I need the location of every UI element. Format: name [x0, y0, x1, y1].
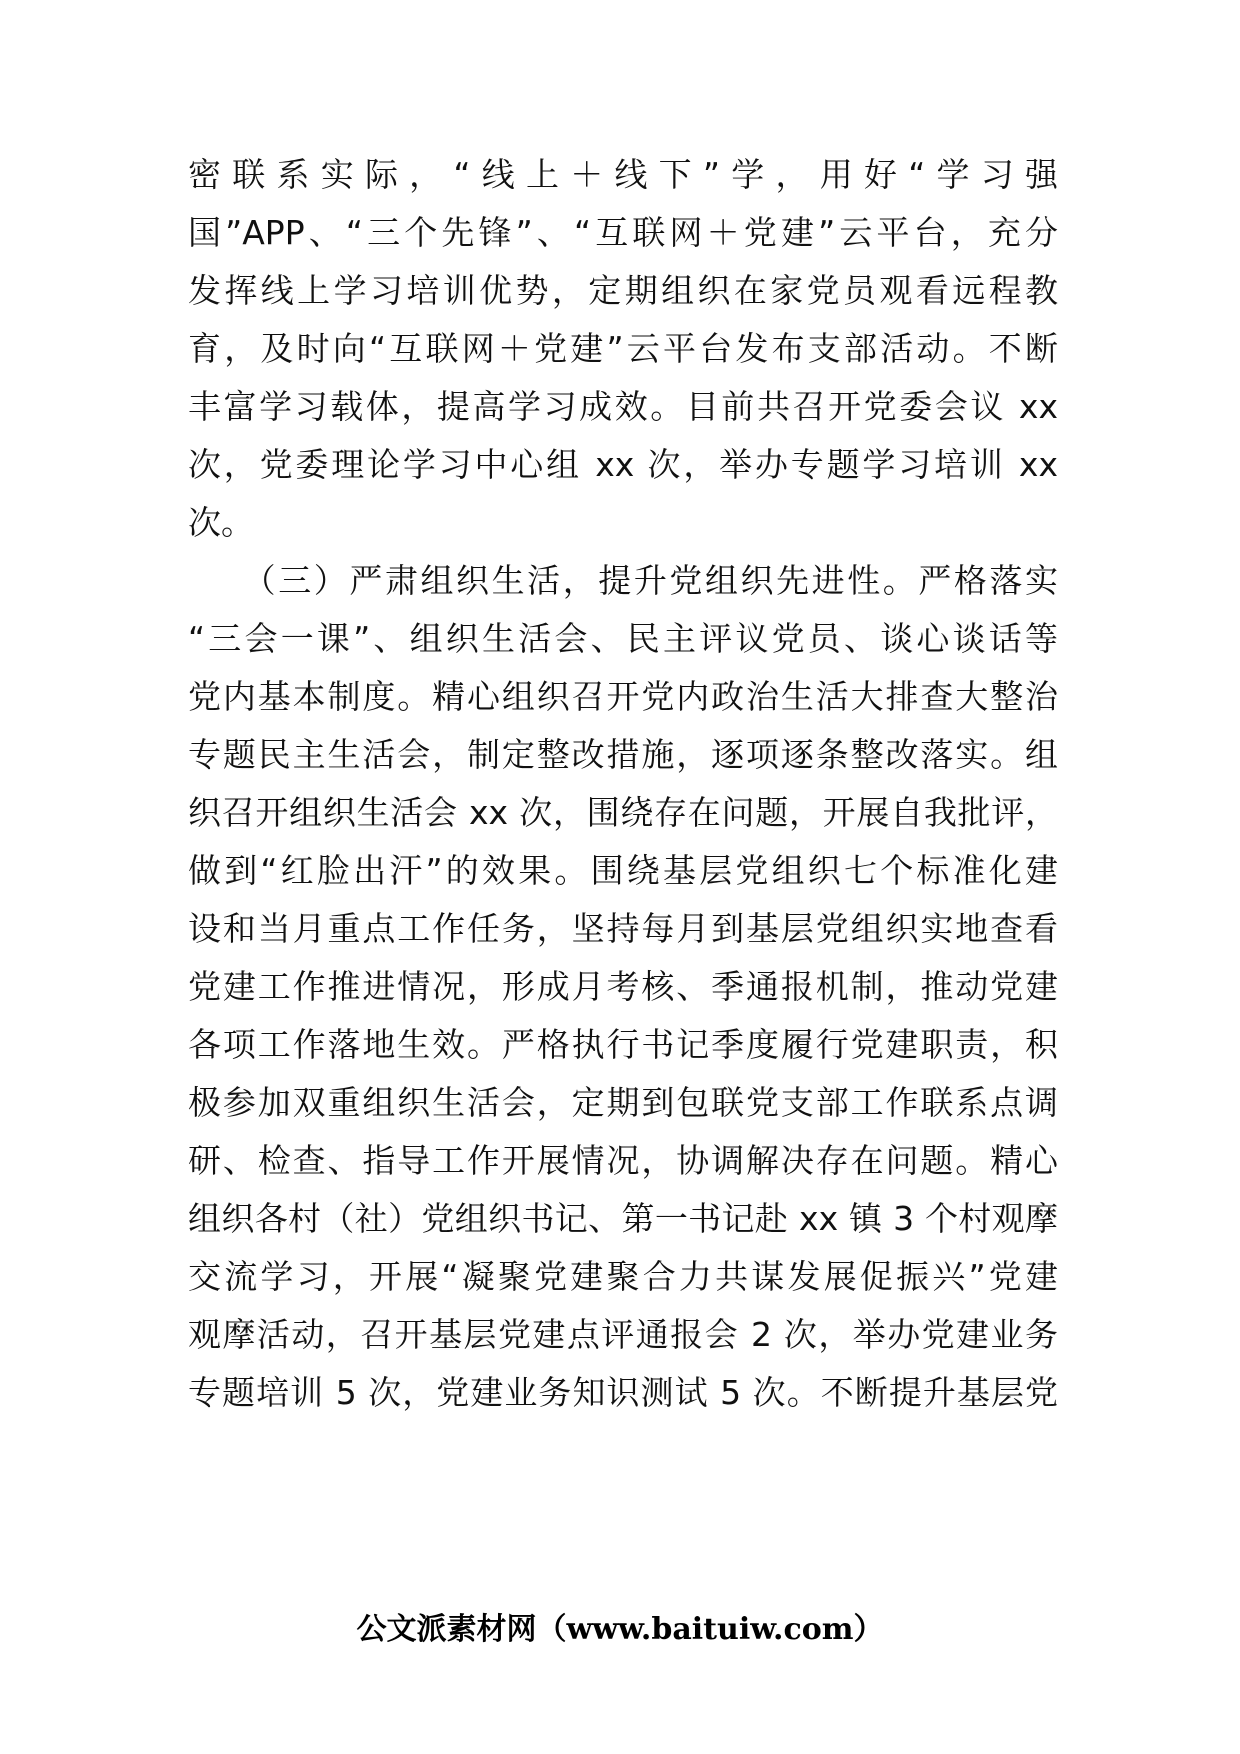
text-line: 育，及时向“互联网＋党建”云平台发布支部活动。不断	[188, 329, 1058, 368]
text-line: 次，党委理论学习中心组 xx 次，举办专题学习培训 xx	[188, 445, 1058, 484]
text-line: 观摩活动，召开基层党建点评通报会 2 次，举办党建业务	[188, 1315, 1058, 1354]
text-line: 极参加双重组织生活会，定期到包联党支部工作联系点调	[188, 1083, 1058, 1122]
text-line: 织召开组织生活会 xx 次，围绕存在问题，开展自我批评，	[188, 793, 1058, 832]
text-line: 研、检查、指导工作开展情况，协调解决存在问题。精心	[188, 1141, 1058, 1180]
text-line: 次。	[188, 503, 254, 542]
text-line: 专题民主生活会，制定整改措施，逐项逐条整改落实。组	[188, 735, 1058, 774]
text-line: 党建工作推进情况，形成月考核、季通报机制，推动党建	[188, 967, 1058, 1006]
text-line: 国”APP、“三个先锋”、“互联网＋党建”云平台，充分	[188, 213, 1058, 252]
text-line: 丰富学习载体，提高学习成效。目前共召开党委会议 xx	[188, 387, 1058, 426]
text-line: “三会一课”、组织生活会、民主评议党员、谈心谈话等	[188, 619, 1058, 658]
text-line: 各项工作落地生效。严格执行书记季度履行党建职责，积	[188, 1025, 1058, 1064]
footer-watermark-text: 公文派素材网（www.baituiw.com）	[356, 1612, 884, 1647]
text-line: 党内基本制度。精心组织召开党内政治生活大排查大整治	[188, 677, 1058, 716]
text-line: 专题培训 5 次，党建业务知识测试 5 次。不断提升基层党	[188, 1373, 1058, 1412]
text-line: 组织各村（社）党组织书记、第一书记赴 xx 镇 3 个村观摩	[188, 1199, 1058, 1238]
text-line: 设和当月重点工作任务，坚持每月到基层党组织实地查看	[188, 909, 1058, 948]
text-line: 密联系实际，“线上＋线下”学，用好“学习强	[188, 155, 1058, 194]
text-line: 发挥线上学习培训优势，定期组织在家党员观看远程教	[188, 271, 1058, 310]
text-line: 做到“红脸出汗”的效果。围绕基层党组织七个标准化建	[188, 851, 1058, 890]
section-heading-line: （三）严肃组织生活，提升党组织先进性。严格落实	[188, 561, 1058, 600]
text-line: 交流学习，开展“凝聚党建聚合力共谋发展促振兴”党建	[188, 1257, 1058, 1296]
